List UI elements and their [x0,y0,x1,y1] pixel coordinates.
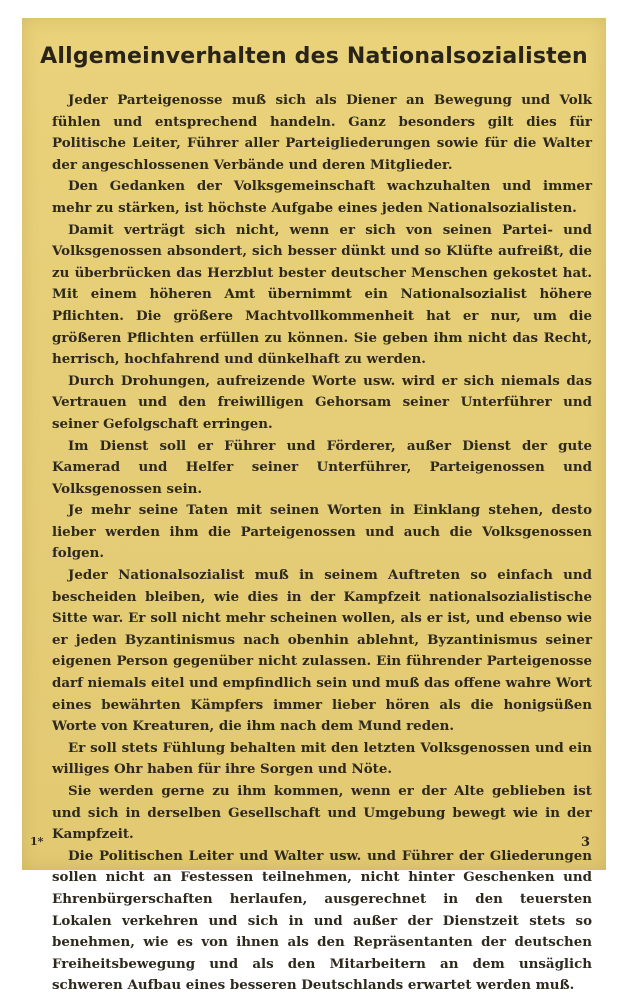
paragraph: Damit verträgt sich nicht, wenn er sich von seinen Partei- und Volksgenossen absondert, sich besser dünkt und so Klüfte aufreißt, die zu überbrücken das Herzblut bester deutscher Menschen gekostet hat. Mit einem höheren Amt übernimmt ein Nationalsozialist höhere Pflichten. Die größere Machtvollkommenheit hat er nur, um die größeren Pflichten erfüllen zu können. Sie geben ihm nicht das Recht, herrisch, hochfahrend und dünkelhaft zu werden. [52,221,592,368]
paragraph: Durch Drohungen, aufreizende Worte usw. wird er sich niemals das Vertrauen und den freiwilligen Gehorsam seiner Unterführer und seiner Gefolgschaft erringen. [52,372,592,432]
paragraph: Er soll stets Fühlung behalten mit den letzten Volksgenossen und ein williges Ohr haben für ihre Sorgen und Nöte. [52,739,592,778]
body-text [52,90,592,997]
paragraph: Sie werden gerne zu ihm kommen, wenn er der Alte geblieben ist und sich in derselben Gesellschaft und Umgebung bewegt wie in der Kampfzeit. [52,783,592,843]
paragraph: Jeder Nationalsozialist muß in seinem Auftreten so einfach und bescheiden bleiben, wie dies in der Kampfzeit nationalsozialistische Sitte war. Er soll nicht mehr scheinen wollen, als er ist, und ebenso wie er jeden Byzantinismus nach obenhin ablehnt, Byzantinismus seiner eigenen Person gegenüber nicht zulassen. Ein führender Parteigenosse darf niemals eitel und empfindlich sein und muß das offene wahre Wort eines bewährten Kämpfers immer lieber hören als die honigsüßen Worte von Kreaturen, die ihm nach dem Mund reden. [52,567,592,735]
paragraph: Den Gedanken der Volksgemeinschaft wachzuhalten und immer mehr zu stärken, ist höchste Aufgabe eines jeden Nationalsozialisten. [52,178,592,216]
book-page [22,18,606,994]
paragraph: Jeder Parteigenosse muß sich als Diener an Bewegung und Volk fühlen und entsprechend handeln. Ganz besonders gilt dies für Politische Leiter, Führer aller Parteigliederungen sowie für die Walter der angeschlossenen Verbände und deren Mitglieder. [52,92,592,173]
page-number: 3 [580,835,590,850]
signature-mark: 1* [30,835,44,848]
paragraph: Die Politischen Leiter und Walter usw. und Führer der Gliederungen sollen nicht an Festessen teilnehmen, nicht hinter Geschenken und Ehrenbürgerschaften herlaufen, ausgerechnet in den teuersten Lokalen verkehren und sich in und außer der Dienstzeit stets so benehmen, wie es von ihnen als den Repräsentanten der deutschen Freiheitsbewegung und als den Mitarbeitern an dem unsäglich schweren Aufbau eines besseren Deutschlands erwartet werden muß. [52,847,592,994]
page-title: Allgemeinverhalten des Nationalsozialisten [40,44,588,69]
paragraph: Je mehr seine Taten mit seinen Worten in Einklang stehen, desto lieber werden ihm die Parteigenossen und auch die Volksgenossen folgen. [52,502,592,562]
paragraph: Im Dienst soll er Führer und Förderer, außer Dienst der gute Kamerad und Helfer seiner Unterführer, Parteigenossen und Volksgenossen sein. [52,437,592,497]
